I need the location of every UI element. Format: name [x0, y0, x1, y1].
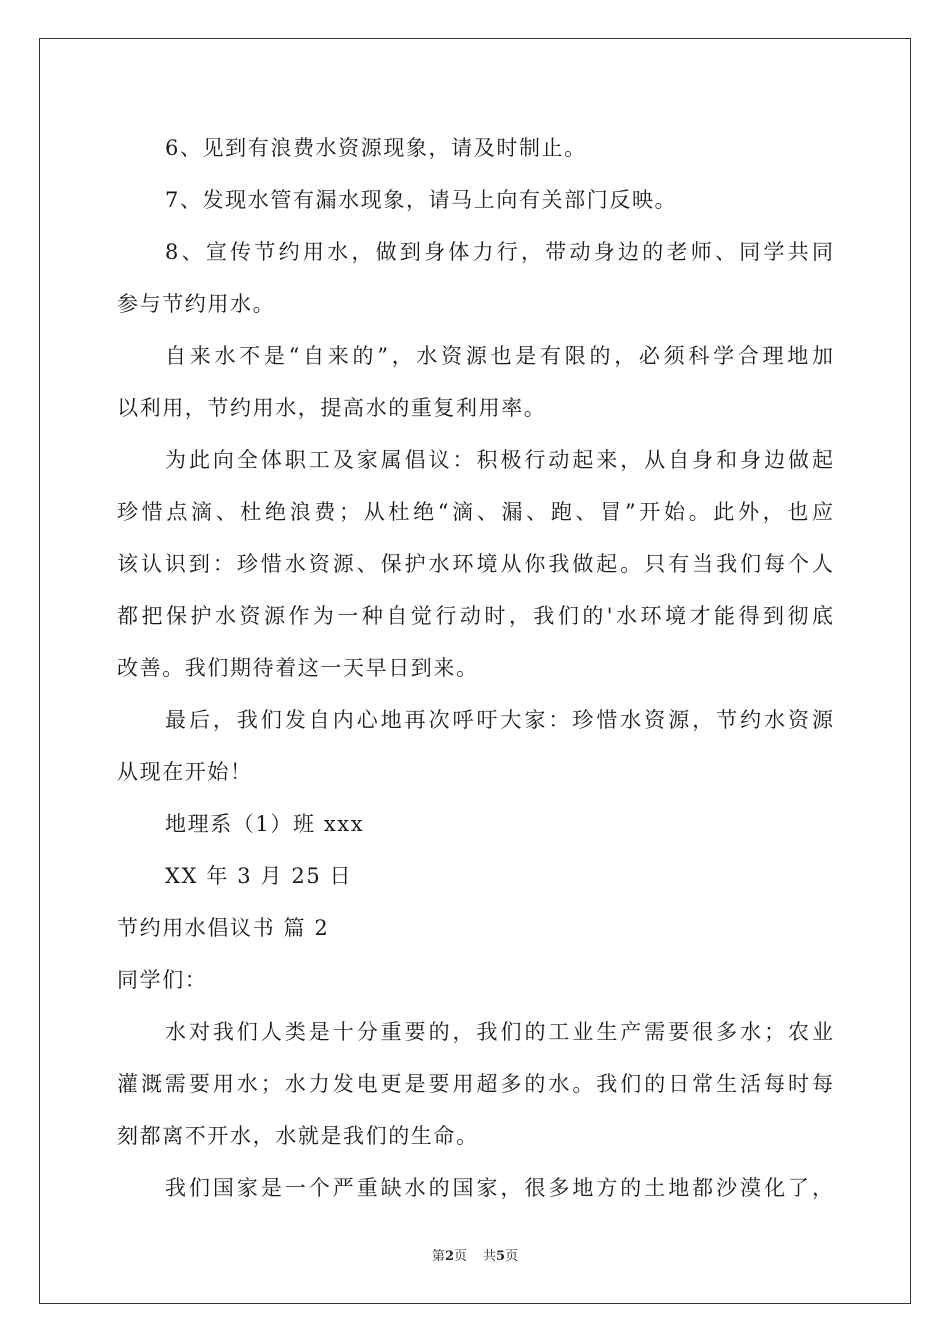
text-line: 改善。我们期待着这一天早日到来。 [117, 656, 479, 680]
text-line: 6、见到有浪费水资源现象，请及时制止。 [165, 136, 587, 160]
text-line: 从现在开始！ [117, 760, 253, 784]
text-line: 都把保护水资源作为一种自觉行动时，我们的'水环境才能得到彻底 [117, 604, 833, 628]
text-line: 参与节约用水。 [117, 292, 276, 316]
text-line: 刻都离不开水，水就是我们的生命。 [117, 1124, 479, 1148]
text-line: 水对我们人类是十分重要的，我们的工业生产需要很多水；农业 [165, 1020, 833, 1044]
text-line: 灌溉需要用水；水力发电更是要用超多的水。我们的日常生活每时每 [117, 1072, 833, 1096]
text-line: 该认识到：珍惜水资源、保护水环境从你我做起。只有当我们每个人 [117, 552, 833, 576]
page-total: 5 [496, 1249, 506, 1264]
text-line: 7、发现水管有漏水现象，请马上向有关部门反映。 [165, 188, 678, 212]
text-line: 8、宣传节约用水，做到身体力行，带动身边的老师、同学共同 [165, 240, 833, 264]
text-line: 最后，我们发自内心地再次呼吁大家：珍惜水资源，节约水资源 [165, 708, 833, 732]
total-prefix: 共 [483, 1249, 497, 1264]
page-footer [0, 1248, 950, 1266]
page-suffix: 页 [453, 1249, 467, 1264]
page-current: 2 [444, 1249, 454, 1264]
text-line: 我们国家是一个严重缺水的国家，很多地方的土地都沙漠化了， [165, 1176, 833, 1200]
total-suffix: 页 [505, 1249, 519, 1264]
date-line: XX 年 3 月 25 日 [165, 864, 353, 888]
text-line: 珍惜点滴、杜绝浪费；从杜绝“滴、漏、跑、冒”开始。此外，也应 [117, 500, 833, 524]
text-line: 自来水不是“自来的”，水资源也是有限的，必须科学合理地加 [165, 344, 833, 368]
text-line: 以利用，节约用水，提高水的重复利用率。 [117, 396, 547, 420]
salutation: 同学们： [117, 968, 208, 992]
section-title: 节约用水倡议书 篇 2 [117, 916, 330, 940]
signature-line: 地理系（1）班 xxx [165, 812, 365, 836]
text-line: 为此向全体职工及家属倡议：积极行动起来，从自身和身边做起 [165, 448, 833, 472]
page-prefix: 第 [431, 1249, 445, 1264]
